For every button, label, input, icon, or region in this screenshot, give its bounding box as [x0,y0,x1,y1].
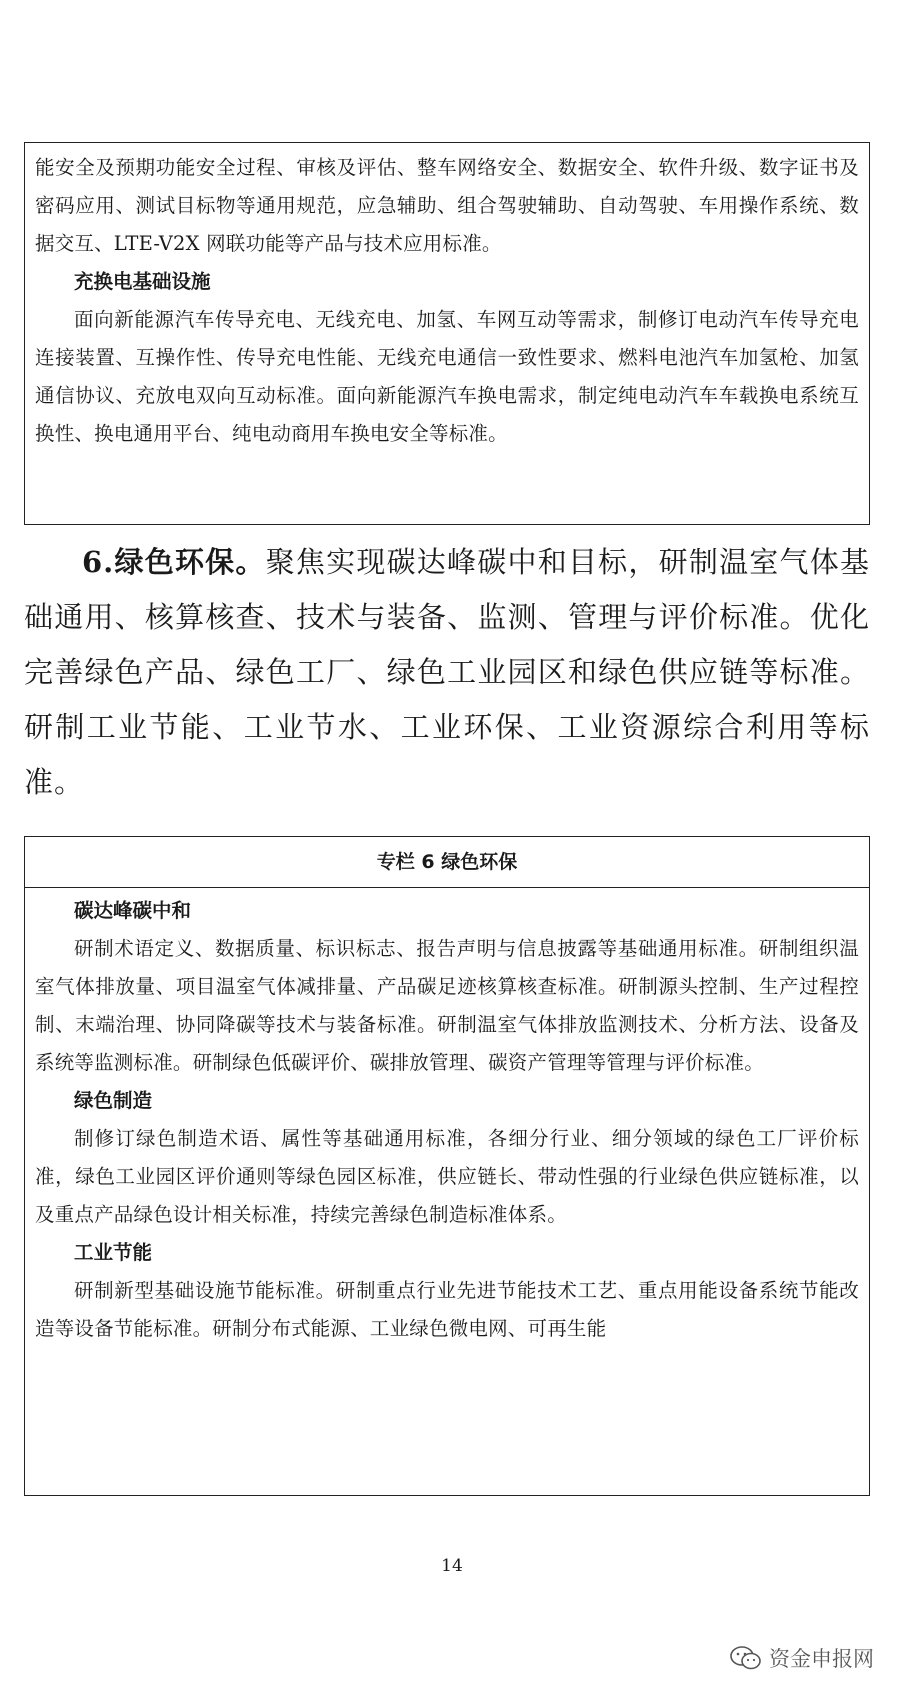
green-environment-paragraph [24,535,870,810]
tech-standards-box-continued [24,142,870,525]
box2-section-text: 研制术语定义、数据质量、标识标志、报告声明与信息披露等基础通用标准。研制组织温室气体排放量、项目温室气体减排量、产品碳足迹核算核查标准。研制源头控制、生产过程控制、末端治理、协同降碳等技术与装备标准。研制温室气体排放监测技术、分析方法、设备及系统等监测标准。研制绿色低碳评价、碳排放管理、碳资产管理等管理与评价标准。 [35,937,859,1074]
paragraph-lead: 6.绿色环保。 [82,545,266,579]
box2-section-heading: 绿色制造 [74,1089,153,1112]
box2-title: 专栏 6 绿色环保 [25,837,869,888]
watermark [729,1643,874,1673]
box1-section-heading: 充换电基础设施 [74,270,211,293]
box1-section-text: 面向新能源汽车传导充电、无线充电、加氢、车网互动等需求，制修订电动汽车传导充电连接装置、互操作性、传导充电性能、无线充电通信一致性要求、燃料电池汽车加氢枪、加氢通信协议、充放电双向互动标准。面向新能源汽车换电需求，制定纯电动汽车车载换电系统互换性、换电通用平台、纯电动商用车换电安全等标准。 [35,308,859,445]
box2-section-text: 研制新型基础设施节能标准。研制重点行业先进节能技术工艺、重点用能设备系统节能改造等设备节能标准。研制分布式能源、工业绿色微电网、可再生能 [35,1279,859,1340]
page-number: 14 [441,1556,463,1576]
paragraph-body: 聚焦实现碳达峰碳中和目标，研制温室气体基础通用、核算核查、技术与装备、监测、管理与评价标准。优化完善绿色产品、绿色工厂、绿色工业园区和绿色供应链等标准。研制工业节能、工业节水、工业环保、工业资源综合利用等标准。 [24,545,870,799]
box2-section-heading: 工业节能 [74,1241,153,1264]
wechat-icon [729,1645,763,1671]
box1-intro-text: 能安全及预期功能安全过程、审核及评估、整车网络安全、数据安全、软件升级、数字证书及密码应用、测试目标物等通用规范，应急辅助、组合驾驶辅助、自动驾驶、车用操作系统、数据交互、LTE-V2X 网联功能等产品与技术应用标准。 [35,156,859,255]
box2-section-text: 制修订绿色制造术语、属性等基础通用标准，各细分行业、细分领域的绿色工厂评价标准，绿色工业园区评价通则等绿色园区标准，供应链长、带动性强的行业绿色供应链标准，以及重点产品绿色设计相关标准，持续完善绿色制造标准体系。 [35,1127,859,1226]
green-environment-box [24,836,870,1496]
box2-section-heading: 碳达峰碳中和 [74,899,192,922]
watermark-text: 资金申报网 [769,1647,874,1671]
